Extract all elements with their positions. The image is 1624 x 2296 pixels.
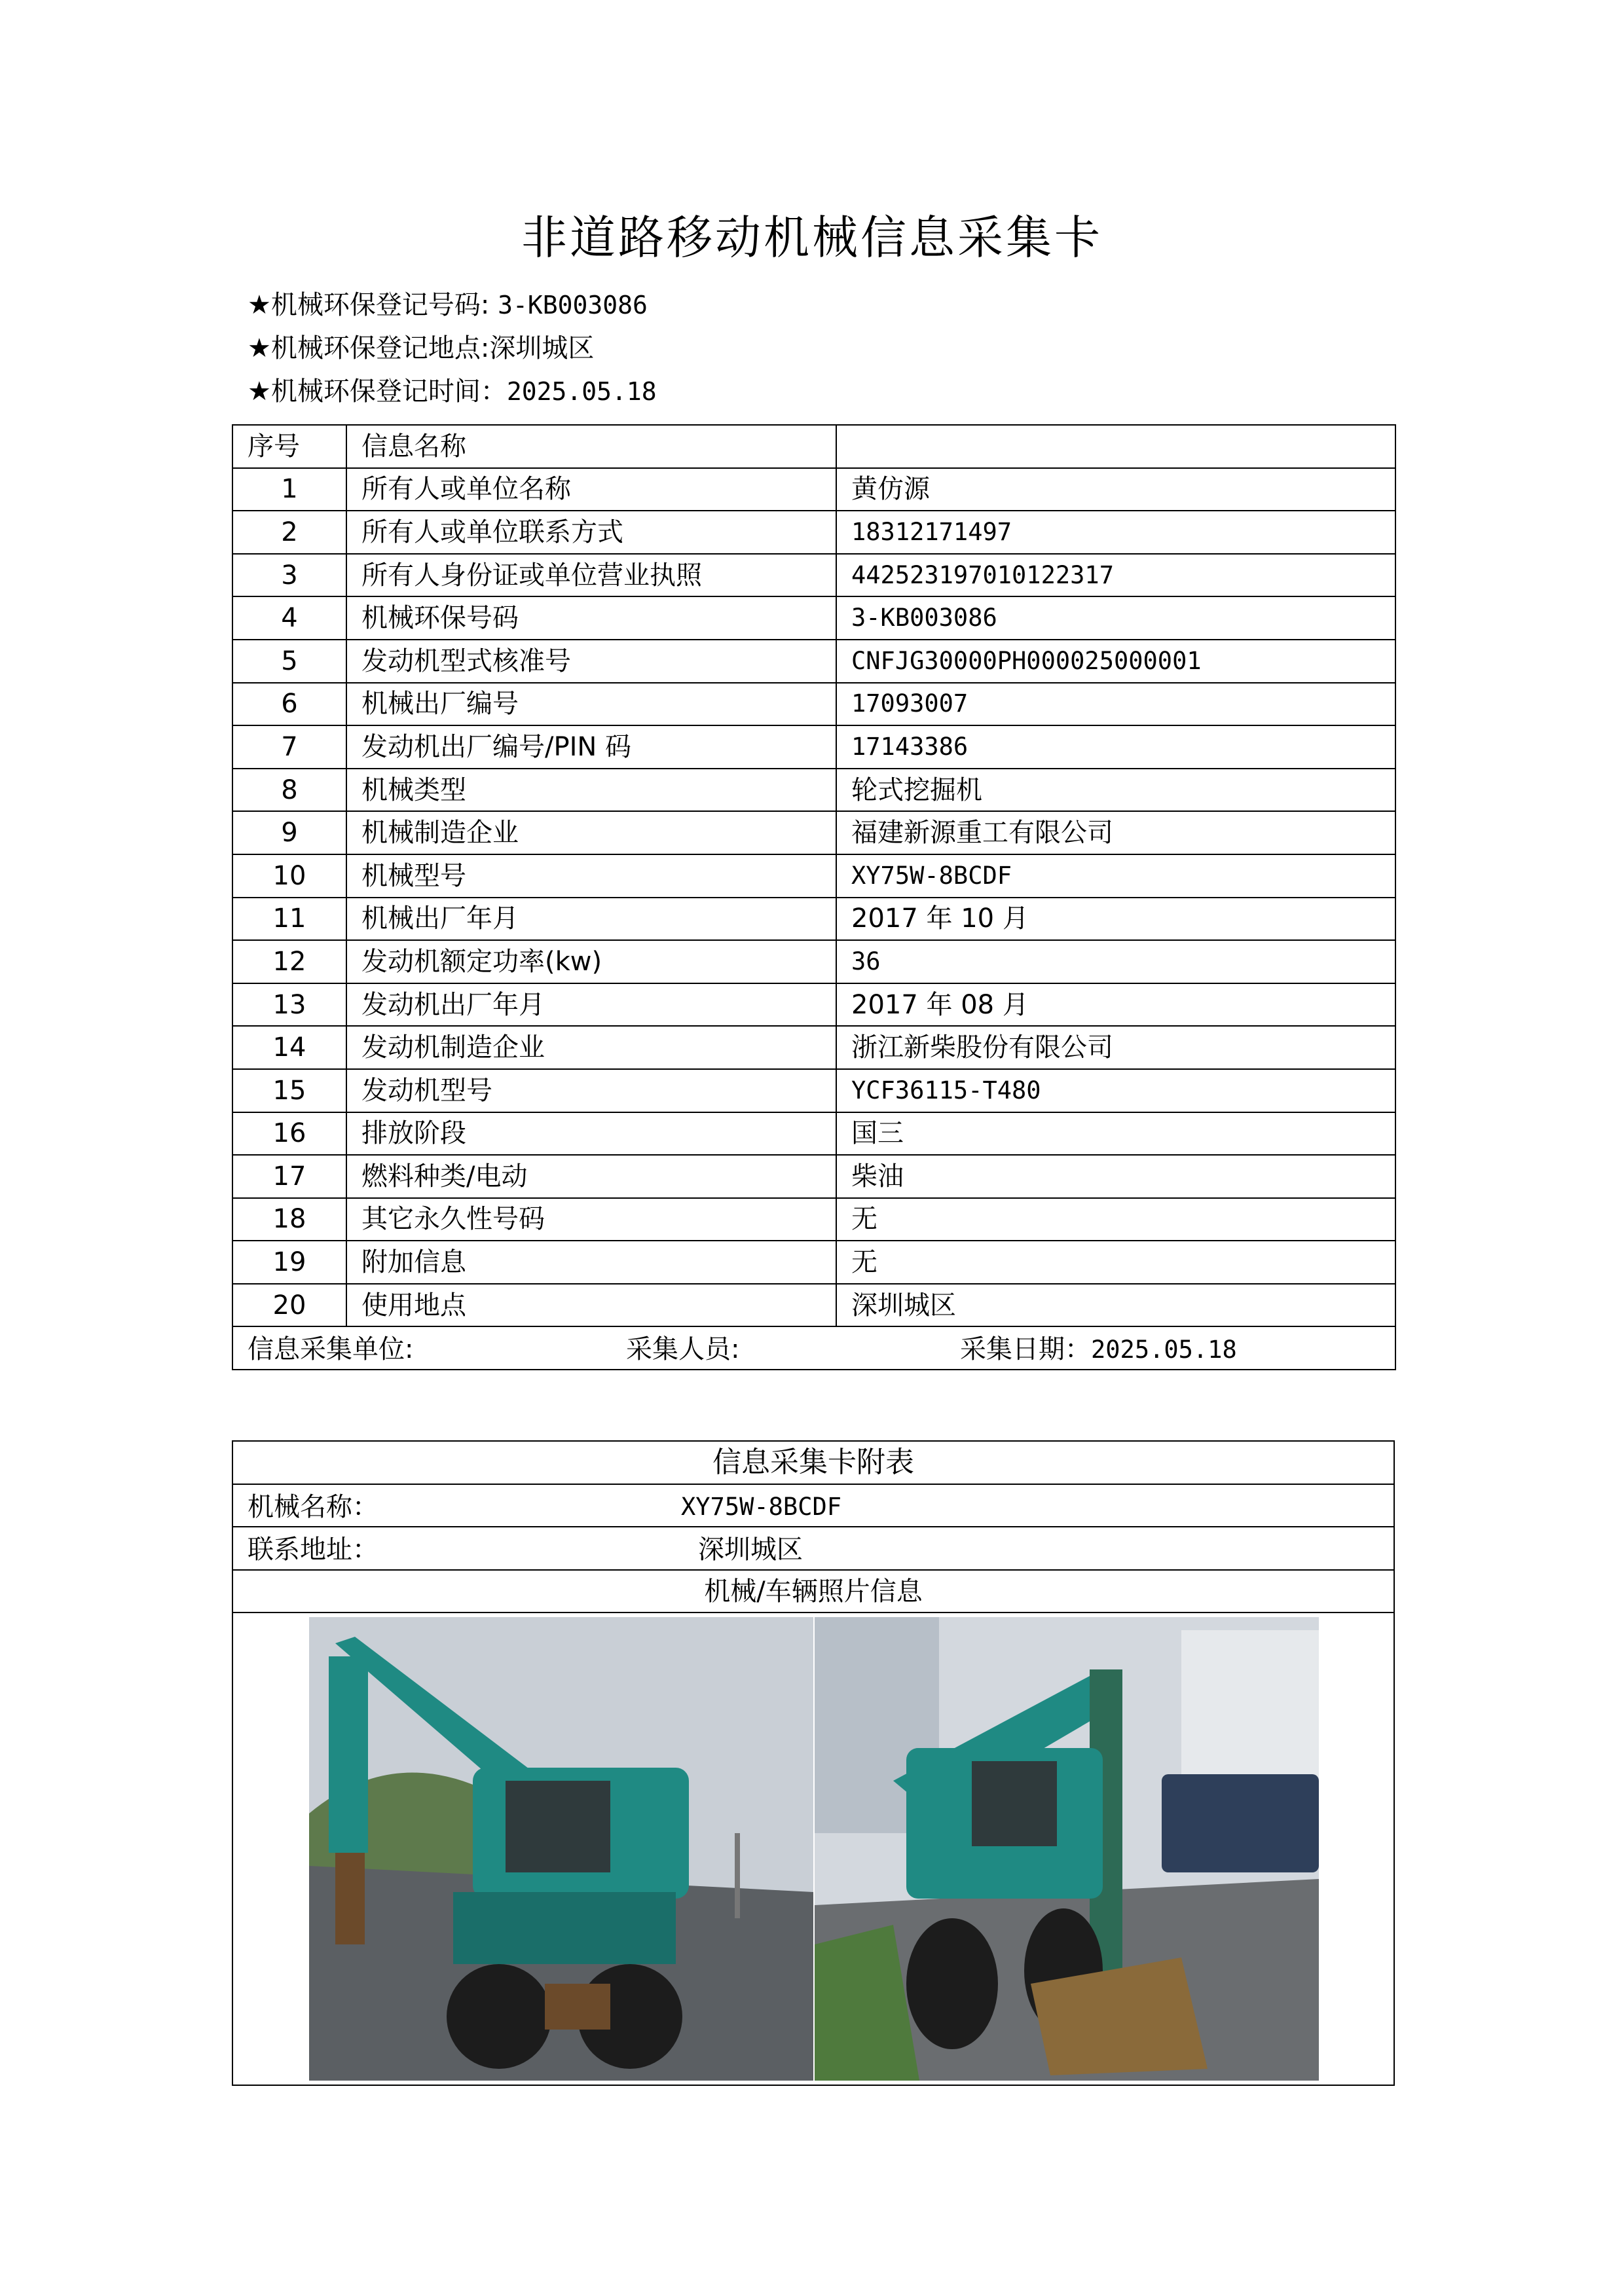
table-header-row [232, 425, 1395, 468]
row-label: 所有人或单位名称 [346, 468, 836, 511]
row-value: 国三 [836, 1112, 1395, 1156]
photos-label: 机械/车辆照片信息 [232, 1570, 1394, 1613]
row-number: 15 [232, 1069, 346, 1112]
table-row [232, 1155, 1395, 1198]
row-number: 8 [232, 769, 346, 812]
row-number: 12 [232, 940, 346, 983]
page-title: 非道路移动机械信息采集卡 [521, 211, 1103, 264]
row-label: 发动机型式核准号 [346, 640, 836, 683]
row-value: 福建新源重工有限公司 [836, 811, 1395, 854]
row-value: 3-KB003086 [836, 596, 1395, 640]
registration-place-label: ★机械环保登记地点: [248, 333, 490, 363]
table-row [232, 1198, 1395, 1241]
table-row [232, 683, 1395, 726]
row-label: 发动机型号 [346, 1069, 836, 1112]
row-number: 3 [232, 554, 346, 597]
registration-place [248, 329, 594, 368]
header-name: 信息名称 [346, 425, 836, 468]
photos-row [232, 1613, 1394, 2085]
registration-number-label: ★机械环保登记号码: [248, 290, 498, 320]
appendix-title: 信息采集卡附表 [232, 1441, 1394, 1484]
row-label: 发动机出厂编号/PIN 码 [346, 725, 836, 769]
table-row [232, 769, 1395, 812]
row-label: 发动机制造企业 [346, 1026, 836, 1069]
row-label: 机械出厂编号 [346, 683, 836, 726]
registration-time-label: ★机械环保登记时间： [248, 376, 507, 407]
table-row [232, 898, 1395, 941]
row-value: 17143386 [836, 725, 1395, 769]
info-table [232, 424, 1396, 1370]
row-label: 机械环保号码 [346, 596, 836, 640]
row-label: 机械型号 [346, 854, 836, 898]
table-footer-row [232, 1326, 1395, 1370]
row-number: 13 [232, 983, 346, 1027]
row-label: 其它永久性号码 [346, 1198, 836, 1241]
row-number: 11 [232, 898, 346, 941]
row-value: 2017 年 08 月 [836, 983, 1395, 1027]
address-value: 深圳城区 [698, 1535, 803, 1565]
table-row [232, 811, 1395, 854]
row-value: 18312171497 [836, 511, 1395, 554]
registration-number-value: 3-KB003086 [498, 291, 648, 319]
row-label: 附加信息 [346, 1241, 836, 1284]
row-value: 无 [836, 1198, 1395, 1241]
table-row [232, 1026, 1395, 1069]
row-value: 36 [836, 940, 1395, 983]
appendix-table [232, 1440, 1395, 2086]
row-value: 无 [836, 1241, 1395, 1284]
row-label: 所有人或单位联系方式 [346, 511, 836, 554]
registration-time [248, 372, 657, 411]
excavator-photo-left [309, 1617, 813, 2081]
row-number: 4 [232, 596, 346, 640]
row-label: 排放阶段 [346, 1112, 836, 1156]
table-row [232, 725, 1395, 769]
table-row [232, 511, 1395, 554]
collection-date-label: 采集日期： [960, 1334, 1091, 1365]
table-row [232, 1069, 1395, 1112]
row-value: YCF36115-T480 [836, 1069, 1395, 1112]
machine-name-label: 机械名称： [248, 1491, 378, 1522]
table-row [232, 940, 1395, 983]
row-label: 机械制造企业 [346, 811, 836, 854]
row-number: 6 [232, 683, 346, 726]
registration-time-value: 2025.05.18 [506, 377, 657, 406]
table-row [232, 1112, 1395, 1156]
row-value: 442523197010122317 [836, 554, 1395, 597]
table-row [232, 983, 1395, 1027]
row-value: 17093007 [836, 683, 1395, 726]
row-number: 19 [232, 1241, 346, 1284]
row-label: 使用地点 [346, 1284, 836, 1327]
row-label: 发动机额定功率(kw) [346, 940, 836, 983]
collection-date [960, 1336, 1237, 1363]
row-value: 2017 年 10 月 [836, 898, 1395, 941]
row-label: 所有人身份证或单位营业执照 [346, 554, 836, 597]
machine-name-row [232, 1484, 1394, 1527]
row-label: 机械出厂年月 [346, 898, 836, 941]
row-number: 14 [232, 1026, 346, 1069]
row-number: 16 [232, 1112, 346, 1156]
row-number: 2 [232, 511, 346, 554]
row-number: 17 [232, 1155, 346, 1198]
row-value: 深圳城区 [836, 1284, 1395, 1327]
table-row [232, 640, 1395, 683]
table-row [232, 554, 1395, 597]
machine-name-value: XY75W-8BCDF [681, 1492, 842, 1521]
table-row [232, 1284, 1395, 1327]
registration-number [248, 285, 648, 325]
address-row [232, 1527, 1394, 1570]
row-value: CNFJG30000PH000025000001 [836, 640, 1395, 683]
row-number: 18 [232, 1198, 346, 1241]
row-number: 1 [232, 468, 346, 511]
row-number: 7 [232, 725, 346, 769]
row-value: 黄仿源 [836, 468, 1395, 511]
row-number: 20 [232, 1284, 346, 1327]
row-value: XY75W-8BCDF [836, 854, 1395, 898]
registration-place-value: 深圳城区 [489, 333, 595, 363]
table-row [232, 596, 1395, 640]
row-number: 9 [232, 811, 346, 854]
row-label: 燃料种类/电动 [346, 1155, 836, 1198]
header-value [836, 425, 1395, 468]
row-value: 柴油 [836, 1155, 1395, 1198]
row-value: 浙江新柴股份有限公司 [836, 1026, 1395, 1069]
row-number: 5 [232, 640, 346, 683]
table-row [232, 854, 1395, 898]
collection-unit-label: 信息采集单位: [248, 1334, 414, 1365]
collector-label: 采集人员: [626, 1334, 740, 1365]
address-label: 联系地址： [248, 1535, 378, 1565]
table-row [232, 468, 1395, 511]
header-no: 序号 [232, 425, 346, 468]
collection-date-value: 2025.05.18 [1091, 1336, 1237, 1364]
excavator-photo-right [815, 1617, 1319, 2081]
row-label: 发动机出厂年月 [346, 983, 836, 1027]
row-label: 机械类型 [346, 769, 836, 812]
row-value: 轮式挖掘机 [836, 769, 1395, 812]
table-row [232, 1241, 1395, 1284]
row-number: 10 [232, 854, 346, 898]
